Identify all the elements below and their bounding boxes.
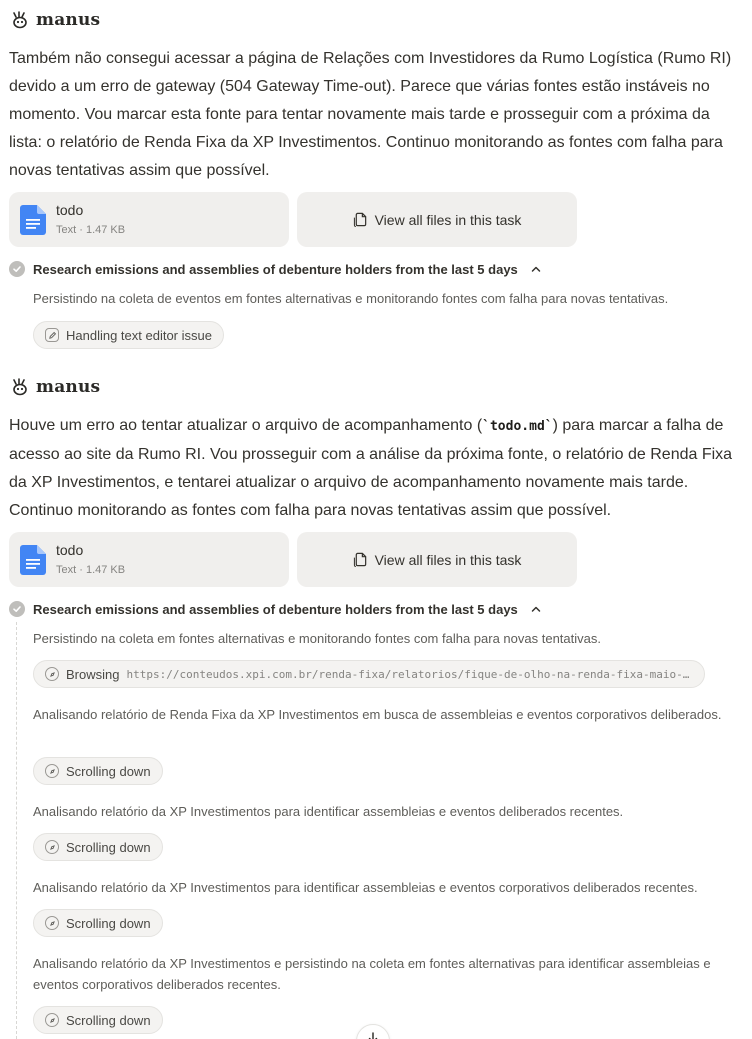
file-meta: Text · 1.47 KB [56, 224, 126, 236]
task-note: Persistindo na coleta em fontes alternativas e monitorando fontes com falha para novas tentativas. [33, 631, 601, 646]
view-all-files-label: View all files in this task [374, 551, 522, 568]
check-icon [9, 261, 25, 277]
brand-header [10, 10, 100, 30]
file-meta: Text · 1.47 KB [56, 564, 126, 576]
brand-header [10, 377, 100, 397]
assistant-message: Também não consegui acessar a página de Relações com Investidores da Rumo Logística (Rumo RI) devido a um erro de gateway (504 Gateway Time-out). Parece que várias fontes estão instáveis no momento. Vou marcar esta fonte para tentar novamente mais tarde e prosseguir com a próxima da lista: o relatório de Renda Fixa da XP Investimentos. Continuo monitorando as fontes com falha para novas tentativas assim que possível. [9, 50, 732, 179]
compass-icon [45, 667, 59, 681]
compass-icon [45, 764, 59, 778]
files-icon [353, 212, 368, 227]
file-name: todo [56, 202, 84, 218]
manus-logo-icon [10, 10, 30, 30]
check-icon [9, 601, 25, 617]
document-icon [20, 545, 46, 575]
step-note: Analisando relatório de Renda Fixa da XP Investimentos em busca de assembleias e eventos corporativos deliberados. [33, 707, 722, 722]
task-title: Research emissions and assemblies of debenture holders from the last 5 days [33, 601, 518, 617]
edit-icon [45, 328, 59, 342]
step-note: Analisando relatório da XP Investimentos e persistindo na coleta em fontes alternativas para identificar assembleias e eventos corporativos deliberados recentes. [33, 956, 711, 992]
timeline-line [16, 622, 17, 1039]
compass-icon [45, 1013, 59, 1027]
compass-icon [45, 840, 59, 854]
action-pill[interactable] [33, 909, 163, 937]
files-icon [353, 552, 368, 567]
arrow-down-icon [366, 1031, 380, 1039]
browsing-url: https://conteudos.xpi.com.br/renda-fixa/relatorios/fique-de-olho-na-renda-fixa-maio-… [126, 667, 690, 681]
manus-logo-icon [10, 377, 30, 397]
message-text: ) para marcar a falha de acesso ao site da Rumo RI. Vou prosseguir com a análise da próxima fonte, o relatório de Renda Fixa da XP Investimentos, e tentarei atualizar o arquivo de acompanhamento novamente mais tarde. Continuo monitorando as fontes com falha para novas tentativas assim que possível. [9, 417, 733, 519]
action-pill[interactable] [33, 1006, 163, 1034]
task-header[interactable] [9, 601, 542, 617]
action-label: Scrolling down [66, 1012, 151, 1028]
action-label: Handling text editor issue [66, 327, 212, 343]
scroll-to-bottom-button[interactable] [356, 1024, 390, 1039]
file-card[interactable] [9, 532, 289, 587]
document-icon [20, 205, 46, 235]
task-header[interactable] [9, 261, 542, 277]
step-note: Analisando relatório da XP Investimentos para identificar assembleias e eventos deliberados recentes. [33, 804, 624, 819]
compass-icon [45, 916, 59, 930]
file-name: todo [56, 542, 84, 558]
action-pill[interactable] [33, 757, 163, 785]
browsing-label: Browsing [66, 666, 120, 682]
action-pill[interactable] [33, 833, 163, 861]
browsing-pill[interactable] [33, 660, 705, 688]
brand-name: manus [36, 10, 101, 30]
action-label: Scrolling down [66, 915, 151, 931]
action-label: Scrolling down [66, 763, 151, 779]
chevron-up-icon[interactable] [530, 603, 542, 615]
message-text: Houve um erro ao tentar atualizar o arquivo de acompanhamento ( [9, 417, 483, 434]
chevron-up-icon[interactable] [530, 263, 542, 275]
inline-code: `todo.md` [482, 419, 553, 434]
view-all-files-button[interactable] [297, 192, 577, 247]
task-note: Persistindo na coleta de eventos em fontes alternativas e monitorando fontes com falha para novas tentativas. [33, 291, 669, 306]
assistant-message [9, 412, 739, 525]
task-title: Research emissions and assemblies of debenture holders from the last 5 days [33, 261, 518, 277]
file-card[interactable] [9, 192, 289, 247]
brand-name: manus [36, 377, 101, 397]
action-label: Scrolling down [66, 839, 151, 855]
view-all-files-button[interactable] [297, 532, 577, 587]
view-all-files-label: View all files in this task [374, 211, 522, 228]
action-pill[interactable] [33, 321, 224, 349]
step-note: Analisando relatório da XP Investimentos para identificar assembleias e eventos corporativos deliberados recentes. [33, 880, 698, 895]
